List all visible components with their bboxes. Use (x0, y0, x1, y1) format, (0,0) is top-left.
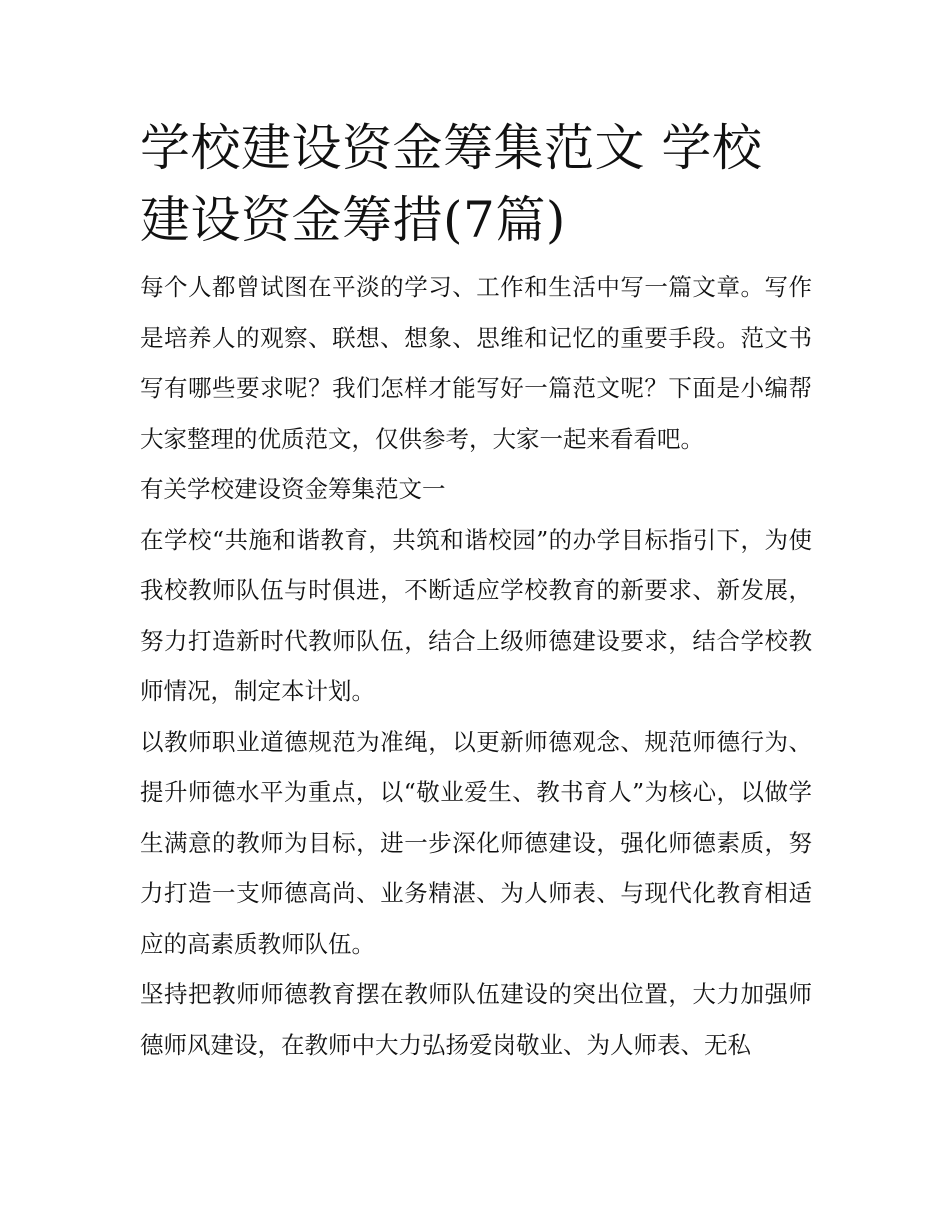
document-page (140, 112, 812, 1070)
document-title: 学校建设资金筹集范文 学校建设资金筹措(7篇) (140, 119, 763, 249)
body-paragraph: 在学校“共施和谐教育，共筑和谐校园”的办学目标指引下，为使我校教师队伍与时俱进，不断适应学校教育的新要求、新发展，努力打造新时代教师队伍，结合上级师德建设要求，结合学校教师情况，制定本计划。 (140, 525, 812, 705)
body-paragraph: 坚持把教师师德教育摆在教师队伍建设的突出位置，大力加强师德师风建设，在教师中大力弘扬爱岗敬业、为人师表、无私 (140, 980, 812, 1059)
intro-paragraph: 每个人都曾试图在平淡的学习、工作和生活中写一篇文章。写作是培养人的观察、联想、想象、思维和记忆的重要手段。范文书写有哪些要求呢？我们怎样才能写好一篇范文呢？下面是小编帮大家整理的优质范文，仅供参考，大家一起来看看吧。 (140, 273, 812, 453)
section-heading: 有关学校建设资金筹集范文一 (140, 475, 446, 503)
body-paragraph: 以教师职业道德规范为准绳，以更新师德观念、规范师德行为、提升师德水平为重点，以“敬业爱生、教书育人”为核心，以做学生满意的教师为目标，进一步深化师德建设，强化师德素质，努力打造一支师德高尚、业务精湛、为人师表、与现代化教育相适应的高素质教师队伍。 (140, 727, 812, 958)
